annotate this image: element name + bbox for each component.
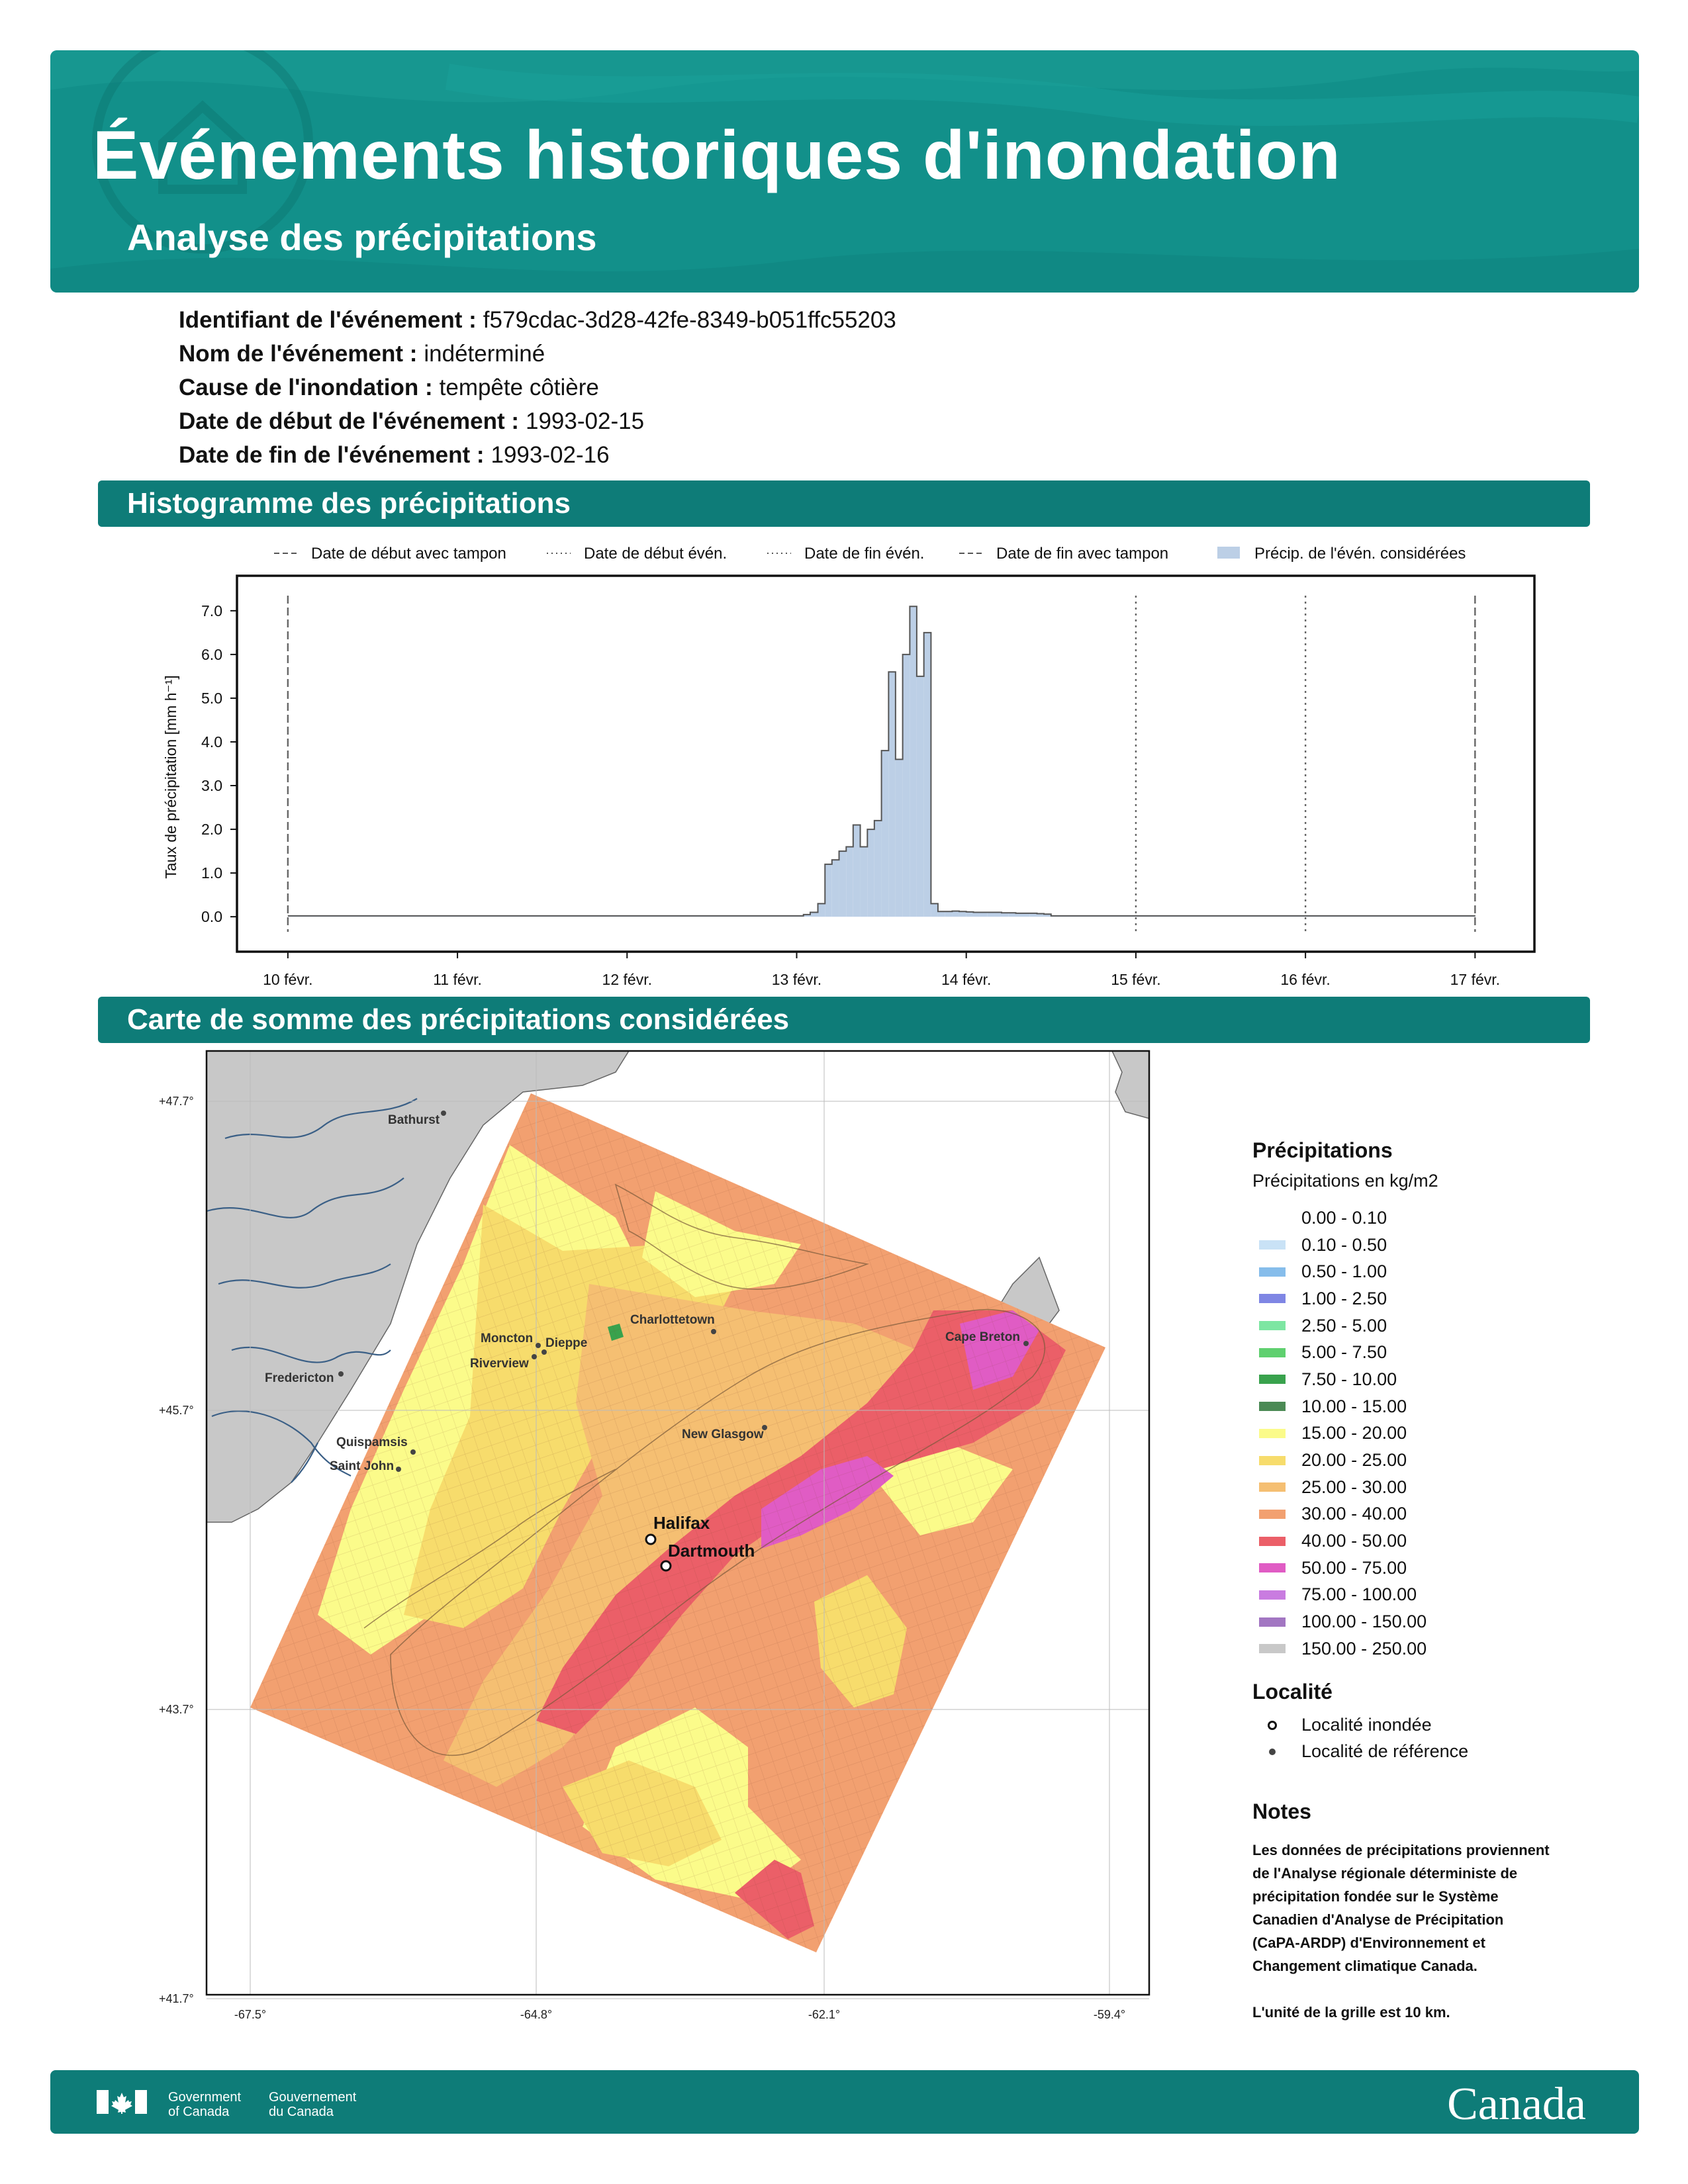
legend-swatch: [1259, 1321, 1286, 1330]
end-date-label: Date de fin de l'événement :: [179, 442, 485, 468]
svg-text:Riverview: Riverview: [470, 1357, 529, 1371]
legend-class-label: 2.50 - 5.00: [1301, 1315, 1387, 1336]
svg-text:New Glasgow: New Glasgow: [682, 1428, 764, 1441]
x-tick-label: 17 févr.: [1450, 971, 1501, 988]
legend-label: Date de fin avec tampon: [996, 545, 1169, 563]
svg-text:Bathurst: Bathurst: [388, 1113, 440, 1127]
y-tick-label: 7.0: [201, 602, 222, 619]
legend-class-15: [1252, 1608, 1623, 1635]
event-id-row: [179, 303, 896, 337]
histogram-bar: [846, 846, 853, 917]
legend-swatch: [1259, 1213, 1286, 1222]
legend-swatch: [1259, 1482, 1286, 1492]
start-date-row: [179, 404, 896, 438]
histogram-bar: [853, 825, 861, 917]
legend-class-label: 7.50 - 10.00: [1301, 1369, 1397, 1389]
legend-class-label: 100.00 - 150.00: [1301, 1612, 1427, 1632]
legend-swatch: [1259, 1294, 1286, 1303]
legend-class-label: 30.00 - 40.00: [1301, 1504, 1407, 1524]
legend-swatch: [1259, 1456, 1286, 1465]
legend-class-4: [1252, 1312, 1623, 1340]
histogram-bar: [938, 911, 945, 917]
legend-class-8: [1252, 1420, 1623, 1447]
legend-swatch: [1259, 1617, 1286, 1627]
y-axis-label: Taux de précipitation [mm h⁻¹]: [162, 675, 179, 879]
legend-class-label: 150.00 - 250.00: [1301, 1638, 1427, 1659]
legend-swatch: [1259, 1644, 1286, 1653]
legend-class-10: [1252, 1474, 1623, 1501]
legend-class-label: 10.00 - 15.00: [1301, 1396, 1407, 1416]
histogram-bar: [917, 676, 924, 917]
lat-tick-1: +47.7°: [159, 1095, 194, 1108]
place-bathurst: [388, 1111, 446, 1127]
legend-class-16: [1252, 1635, 1623, 1662]
legend-class-label: 15.00 - 20.00: [1301, 1423, 1407, 1443]
legend-reference-locality: Localité de référence: [1252, 1739, 1623, 1765]
histogram-bar: [910, 606, 917, 917]
histogram-bar: [896, 759, 903, 917]
x-tick-label: 15 févr.: [1111, 971, 1161, 988]
legend-class-label: 1.00 - 2.50: [1301, 1288, 1387, 1308]
place-riverview: [470, 1354, 537, 1371]
legend-swatch: [1259, 1537, 1286, 1546]
legend-swatch: [1259, 1375, 1286, 1384]
notes-title: Notes: [1252, 1799, 1311, 1823]
histogram-bar: [882, 751, 889, 917]
place-fredericton: [265, 1371, 344, 1385]
precip-classes: [1252, 1205, 1623, 1662]
svg-text:Dieppe: Dieppe: [545, 1336, 588, 1350]
histogram-svg: [132, 529, 1556, 993]
svg-text:Moncton: Moncton: [481, 1332, 534, 1345]
legend-swatch: [1259, 1402, 1286, 1411]
y-tick-label: 0.0: [201, 908, 222, 926]
flood-cause-row: [179, 371, 896, 404]
precipitation-histogram: [132, 529, 1556, 993]
end-date-row: [179, 438, 896, 472]
histogram-bar: [839, 851, 847, 917]
legend-class-12: [1252, 1527, 1623, 1555]
histogram-bar: [874, 821, 882, 917]
legend-class-label: 25.00 - 30.00: [1301, 1477, 1407, 1497]
legend-label: Date de fin évén.: [804, 545, 925, 563]
legend-swatch: [1259, 1429, 1286, 1438]
legend-class-label: 50.00 - 75.00: [1301, 1557, 1407, 1578]
lon-tick-1: -67.5°: [234, 2008, 267, 2021]
gov-fr: Gouvernement du Canada: [269, 2090, 357, 2119]
flood-cause-label: Cause de l'inondation :: [179, 375, 433, 400]
svg-text:Charlottetown: Charlottetown: [630, 1313, 715, 1327]
histogram-bar: [966, 912, 974, 917]
legend-swatch: [1259, 1510, 1286, 1519]
histogram-section-title: Histogramme des précipitations: [98, 480, 1590, 527]
legend-class-13: [1252, 1555, 1623, 1582]
legend-class-7: [1252, 1393, 1623, 1420]
map-legend: [1252, 1138, 1623, 2024]
legend-swatch: [1259, 1267, 1286, 1277]
x-tick-label: 14 févr.: [941, 971, 992, 988]
event-name-row: [179, 337, 896, 371]
event-name-label: Nom de l'événement :: [179, 341, 418, 367]
svg-text:Saint John: Saint John: [330, 1459, 395, 1473]
y-tick-label: 5.0: [201, 689, 222, 707]
histogram-bar: [959, 911, 966, 917]
histogram-bar: [931, 903, 938, 917]
svg-text:Halifax: Halifax: [653, 1513, 710, 1533]
legend-swatch: [1259, 1590, 1286, 1600]
x-tick-label: 12 févr.: [602, 971, 652, 988]
legend-swatch: [1259, 1348, 1286, 1357]
y-tick-label: 2.0: [201, 821, 222, 839]
svg-text:Dartmouth: Dartmouth: [668, 1541, 755, 1561]
legend-class-0: [1252, 1205, 1623, 1232]
canada-wordmark: Canada: [1447, 2079, 1586, 2130]
lon-tick-4: -59.4°: [1093, 2008, 1126, 2021]
y-tick-label: 6.0: [201, 645, 222, 663]
x-tick-label: 13 févr.: [771, 971, 822, 988]
precip-legend-title: Précipitations: [1252, 1138, 1393, 1162]
event-metadata: [179, 303, 896, 472]
legend-label: Date de début avec tampon: [311, 545, 506, 563]
header-banner: [50, 50, 1639, 293]
legend-patch: [1217, 547, 1240, 559]
legend-flooded-locality: Localité inondée: [1252, 1712, 1623, 1739]
lat-tick-2: +45.7°: [159, 1404, 194, 1417]
footer: [50, 2070, 1639, 2134]
legend-class-label: 40.00 - 50.00: [1301, 1531, 1407, 1551]
svg-text:Cape Breton: Cape Breton: [945, 1330, 1020, 1344]
legend-class-label: 0.10 - 0.50: [1301, 1234, 1387, 1255]
map-svg: [152, 1046, 1172, 2052]
event-name-value: indéterminé: [424, 341, 545, 367]
x-tick-label: 11 févr.: [433, 971, 482, 988]
legend-class-2: [1252, 1258, 1623, 1285]
gov-en: Government of Canada: [168, 2090, 242, 2119]
precipitation-map: [152, 1046, 1172, 2052]
lon-tick-3: -62.1°: [808, 2008, 841, 2021]
legend-class-9: [1252, 1447, 1623, 1474]
legend-class-label: 0.50 - 1.00: [1301, 1261, 1387, 1282]
legend-class-5: [1252, 1339, 1623, 1366]
end-date-value: 1993-02-16: [491, 442, 610, 468]
legend-class-label: 5.00 - 7.50: [1301, 1342, 1387, 1363]
legend-class-6: [1252, 1366, 1623, 1393]
legend-label: Précip. de l'évén. considérées: [1254, 545, 1466, 563]
page-subtitle: Analyse des précipitations: [127, 216, 597, 258]
histogram-bar: [945, 911, 953, 917]
histogram-bar: [832, 860, 839, 917]
y-tick-label: 1.0: [201, 864, 222, 882]
place-new-glasgow: [682, 1425, 767, 1441]
reference-marker-icon: [1269, 1749, 1276, 1755]
legend-class-label: 75.00 - 100.00: [1301, 1584, 1417, 1605]
event-id-label: Identifiant de l'événement :: [179, 307, 477, 333]
place-saint-john: [330, 1459, 401, 1473]
x-tick-label: 10 févr.: [263, 971, 313, 988]
histogram-bar: [903, 655, 910, 917]
precip-legend-unit: Précipitations en kg/m2: [1252, 1171, 1438, 1191]
page-title: Événements historiques d'inondation: [93, 117, 1341, 194]
map-section-title: Carte de somme des précipitations considérées: [98, 997, 1590, 1043]
legend-class-14: [1252, 1582, 1623, 1609]
histogram-bar: [924, 633, 931, 917]
legend-class-1: [1252, 1232, 1623, 1259]
histogram-bar: [867, 829, 874, 917]
svg-text:Fredericton: Fredericton: [265, 1371, 334, 1385]
lat-tick-3: +43.7°: [159, 1703, 194, 1716]
histogram-bar: [888, 672, 896, 917]
svg-text:Quispamsis: Quispamsis: [336, 1435, 408, 1449]
legend-class-label: 0.00 - 0.10: [1301, 1207, 1387, 1228]
y-tick-label: 3.0: [201, 777, 222, 795]
canada-flag-icon: [97, 2090, 147, 2114]
event-id-value: f579cdac-3d28-42fe-8349-b051ffc55203: [483, 307, 896, 333]
start-date-value: 1993-02-15: [526, 408, 645, 434]
legend-label: Date de début évén.: [584, 545, 727, 563]
histogram-bar: [952, 911, 959, 917]
histogram-bar: [818, 903, 825, 917]
legend-class-label: 20.00 - 25.00: [1301, 1450, 1407, 1471]
histogram-bar: [861, 846, 868, 917]
legend-class-3: [1252, 1285, 1623, 1312]
y-tick-label: 4.0: [201, 733, 222, 751]
flooded-marker-icon: [1268, 1721, 1277, 1730]
legend-class-11: [1252, 1501, 1623, 1528]
lon-tick-2: -64.8°: [520, 2008, 553, 2021]
notes-body: Les données de précipitations proviennent de l'Analyse régionale déterministe de précipitation fondée sur le Système Canadien d'Analyse de Précipitation (CaPA-ARDP) d'Environnement et Changement climatique Canada. L'unité de la grille est 10 km.: [1252, 1839, 1623, 2024]
lat-tick-4: +41.7°: [159, 1992, 194, 2005]
flood-cause-value: tempête côtière: [439, 375, 599, 400]
start-date-label: Date de début de l'événement :: [179, 408, 519, 434]
locality-legend-title: Localité: [1252, 1679, 1333, 1704]
legend-swatch: [1259, 1563, 1286, 1572]
legend-swatch: [1259, 1240, 1286, 1250]
x-tick-label: 16 févr.: [1280, 971, 1331, 988]
notes-grid-unit: L'unité de la grille est 10 km.: [1252, 2003, 1450, 2021]
histogram-bar: [825, 864, 832, 917]
place-cape-breton: [945, 1330, 1029, 1346]
